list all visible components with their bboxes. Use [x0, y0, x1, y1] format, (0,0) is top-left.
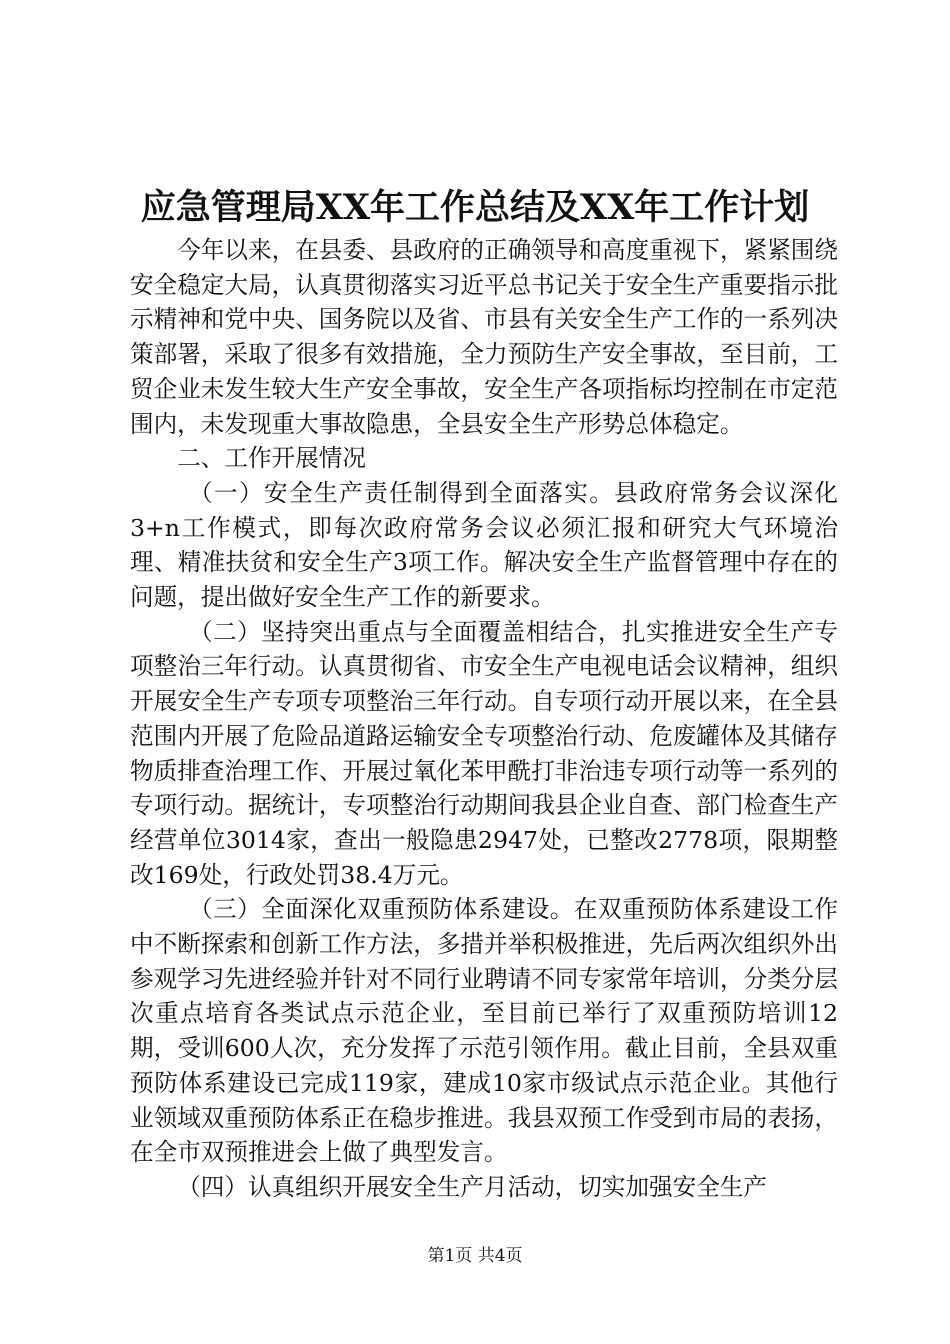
paragraph-item-1: （一）安全生产责任制得到全面落实。县政府常务会议深化3+n工作模式，即每次政府常务会议必须汇报和研究大气环境治理、精准扶贫和安全生产3项工作。解决安全生产监督管理中存在的问题，提出做好安全生产工作的新要求。 [130, 478, 838, 612]
paragraph-item-3: （三）全面深化双重预防体系建设。在双重预防体系建设工作中不断探索和创新工作方法，多措并举积极推进，先后两次组织外出参观学习先进经验并针对不同行业聘请不同专家常年培训，分类分层次重点培育各类试点示范企业，至目前已举行了双重预防培训12期，受训600人次，充分发挥了示范引领作用。截止目前，全县双重预防体系建设已完成119家，建成10家市级试点示范企业。其他行业领域双重预防体系正在稳步推进。我县双预工作受到市局的表扬，在全市双预推进会上做了典型发言。 [130, 895, 838, 1167]
page-number-footer: 第1页 共4页 [427, 1246, 523, 1266]
document-body [130, 233, 838, 1205]
intro-paragraph: 今年以来，在县委、县政府的正确领导和高度重视下，紧紧围绕安全稳定大局，认真贯彻落实习近平总书记关于安全生产重要指示批示精神和党中央、国务院以及省、市县有关安全生产工作的一系列决策部署，采取了很多有效措施，全力预防生产安全事故，至目前，工贸企业未发生较大生产安全事故，安全生产各项指标均控制在市定范围内，未发现重大事故隐患，全县安全生产形势总体稳定。 [130, 236, 838, 438]
section-heading-work-progress: 二、工作开展情况 [177, 444, 366, 473]
document-title: 应急管理局XX年工作总结及XX年工作计划 [140, 187, 810, 228]
paragraph-item-2: （二）坚持突出重点与全面覆盖相结合，扎实推进安全生产专项整治三年行动。认真贯彻省、市安全生产电视电话会议精神，组织开展安全生产专项专项整治三年行动。自专项行动开展以来，在全县范围内开展了危险品道路运输安全专项整治行动、危废罐体及其储存物质排查治理工作、开展过氧化苯甲酰打非治违专项行动等一系列的专项行动。据统计，专项整治行动期间我县企业自查、部门检查生产经营单位3014家，查出一般隐患2947处，已整改2778项，限期整改169处，行政处罚38.4万元。 [130, 617, 838, 889]
paragraph-item-4: （四）认真组织开展安全生产月活动，切实加强安全生产 [177, 1172, 768, 1201]
